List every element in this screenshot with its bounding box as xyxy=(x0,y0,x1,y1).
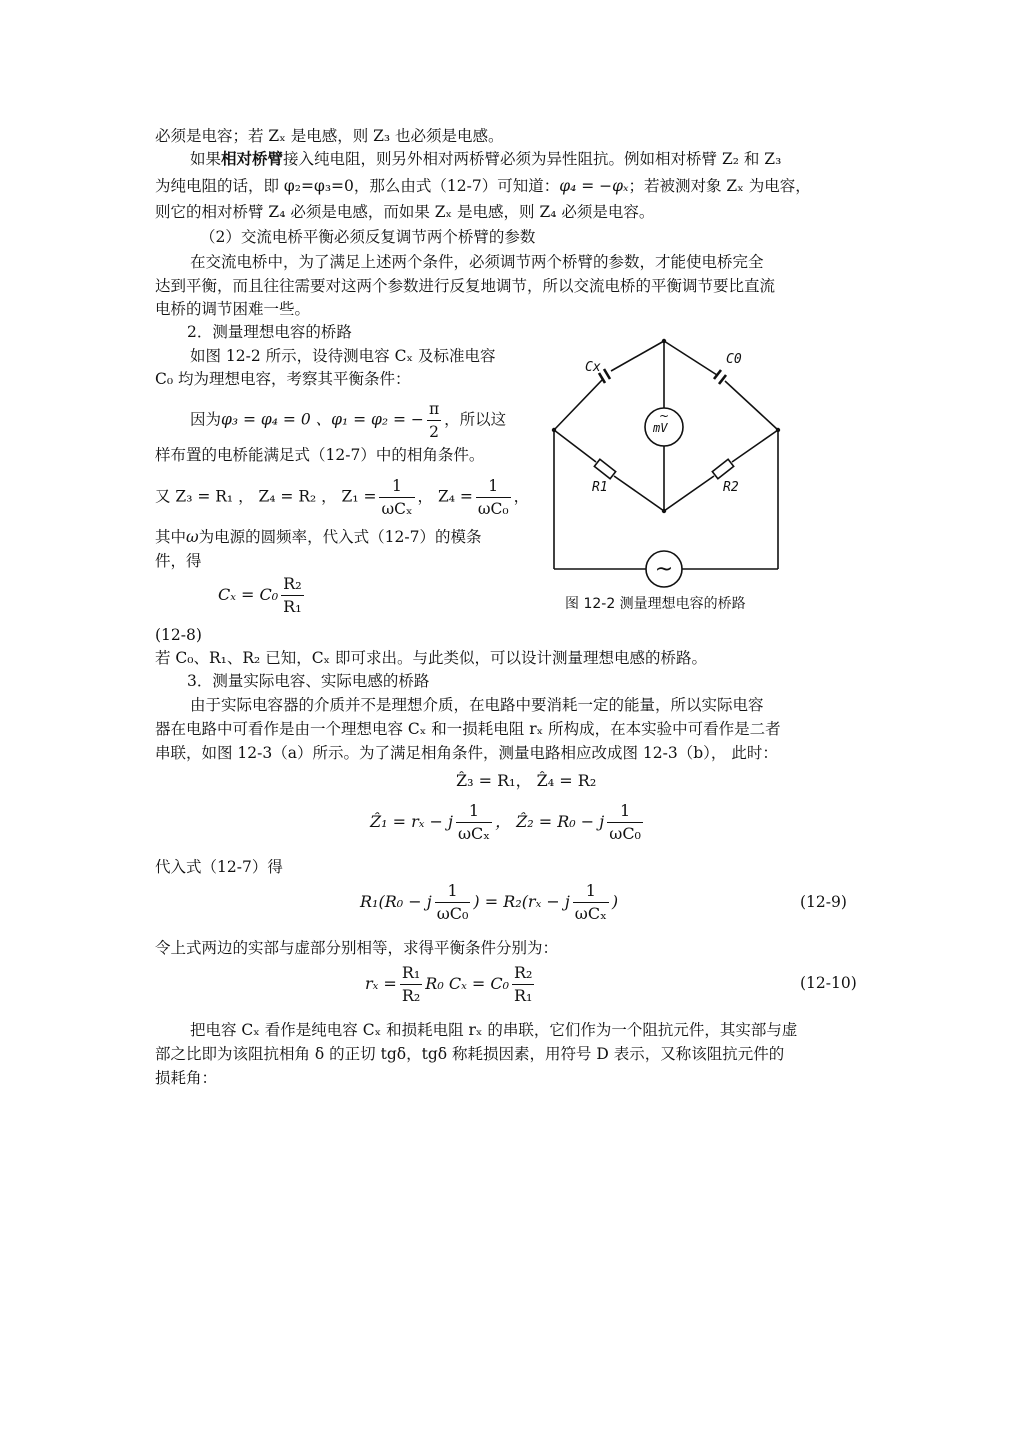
para-line: 把电容 Cₓ 看作是纯电容 Cₓ 和损耗电阻 rₓ 的串联，它们作为一个阻抗元件，其实部与虚 xyxy=(190,1021,798,1039)
label-c0: C0 xyxy=(726,352,742,367)
bold-term: 相对桥臂 xyxy=(221,150,284,168)
para-line: 则它的相对桥臂 Z₄ 必须是电感，而如果 Zₓ 是电感，则 Z₄ 必须是电容。 xyxy=(155,203,655,221)
capacitor-plate xyxy=(719,375,726,384)
para-line: 串联，如图 12-3（a）所示。为了满足相角条件，测量电路相应改成图 12-3（b）， 此时： xyxy=(155,744,778,762)
formula-line: 因为φ₃ = φ₄ = 0 、φ₁ = φ₂ = − $\frac{\pi}{2}$ ，所以这 xyxy=(190,400,507,441)
bridge-circuit-figure xyxy=(548,335,788,590)
para-line: 为纯电阻的话，即 φ₂=φ₃=0，那么由式（12-7）可知道：φ₄ = −φₓ；若被测对象 Zₓ 为电容， xyxy=(155,177,811,195)
formula-line: 又 Z₃ = R₁ ， Z₄ = R₂ ， Z₁ = $\frac{1}{\text{ωCₓ}}$ ， Z₄ = $\frac{1}{\text{ωC₀}}$ ， xyxy=(155,477,530,518)
para-line: 在交流电桥中，为了满足上述两个条件，必须调节两个桥臂的参数，才能使电桥完全 xyxy=(190,253,764,271)
meter-label: mV xyxy=(653,421,668,435)
capacitor-plate xyxy=(604,369,610,379)
label-r1: R1 xyxy=(592,480,608,495)
para-line: 必须是电容；若 Zₓ 是电感，则 Z₃ 也必须是电感。 xyxy=(155,127,504,145)
para-line: 达到平衡，而且往往需要对这两个参数进行反复地调节，所以交流电桥的平衡调节要比直流 xyxy=(155,277,776,295)
subheading: （2）交流电桥平衡必须反复调节两个桥臂的参数 xyxy=(200,228,536,246)
para-line: 如果相对桥臂接入纯电阻，则另外相对两桥臂必须为异性阻抗。例如相对桥臂 Z₂ 和 Z₃ xyxy=(190,150,782,168)
para-line: 令上式两边的实部与虚部分别相等，求得平衡条件分别为： xyxy=(155,939,559,957)
para-line: 部之比即为该阻抗相角 δ 的正切 tgδ，tgδ 称耗损因素，用符号 D 表示，又称该阻抗元件的 xyxy=(155,1045,785,1063)
equation-12-9: R₁(R₀ − j $\frac{1}{\text{ωC₀}}$ ) = R₂(rₓ − j $\frac{1}{\text{ωCₓ}}$ ) xyxy=(360,881,619,923)
equation-12-8: Cₓ = C₀ $\frac{\text{R₂}}{\text{R₁}}$ xyxy=(218,574,302,616)
para-line: 若 C₀、R₁、R₂ 已知，Cₓ 即可求出。与此类似，可以设计测量理想电感的桥路。 xyxy=(155,649,708,667)
para-line: 件，得 xyxy=(155,552,202,570)
para-line: C₀ 均为理想电容，考察其平衡条件： xyxy=(155,370,411,388)
para-line: 代入式（12-7）得 xyxy=(155,858,283,876)
section-heading: 2．测量理想电容的桥路 xyxy=(187,323,352,341)
ac-source-symbol: ~ xyxy=(654,557,674,582)
equation-z1-z2: Ẑ₁ = rₓ − j $\frac{1}{\text{ωCₓ}}$ ， Ẑ₂ = R₀ − j $\frac{1}{\text{ωC₀}}$ xyxy=(370,801,641,843)
para-line: 如图 12-2 所示，设待测电容 Cₓ 及标准电容 xyxy=(190,347,496,365)
section-heading: 3．测量实际电容、实际电感的桥路 xyxy=(187,672,430,690)
equation-12-10: rₓ = $\frac{\text{R₁}}{\text{R₂}}$ R₀ Cₓ = C₀ $\frac{\text{R₂}}{\text{R₁}}$ xyxy=(365,963,533,1005)
para-line: 器在电路中可看作是由一个理想电容 Cₓ 和一损耗电阻 rₓ 所构成，在本实验中可看作是二者 xyxy=(155,720,781,738)
para-line: 由于实际电容器的介质并不是理想介质，在电路中要消耗一定的能量，所以实际电容 xyxy=(190,696,764,714)
meter-symbol: ~ xyxy=(658,409,670,423)
label-r2: R2 xyxy=(723,480,739,495)
equation-label: (12-9) xyxy=(800,893,847,911)
equation-label: (12-8) xyxy=(155,626,202,644)
inline-formula: φ₄ = −φₓ xyxy=(559,177,629,195)
label-cx: Cx xyxy=(585,360,601,375)
para-line: 样布置的电桥能满足式（12-7）中的相角条件。 xyxy=(155,446,485,464)
figure-caption: 图 12-2 测量理想电容的桥路 xyxy=(565,596,746,612)
para-line: 损耗角： xyxy=(155,1069,218,1087)
para-line: 其中ω为电源的圆频率，代入式（12-7）的模条 xyxy=(155,528,482,546)
equation-label: (12-10) xyxy=(800,974,857,992)
para-line: 电桥的调节困难一些。 xyxy=(155,300,311,318)
equation-z3-z4: Ẑ₃ = R₁， Ẑ₄ = R₂ xyxy=(456,771,597,790)
